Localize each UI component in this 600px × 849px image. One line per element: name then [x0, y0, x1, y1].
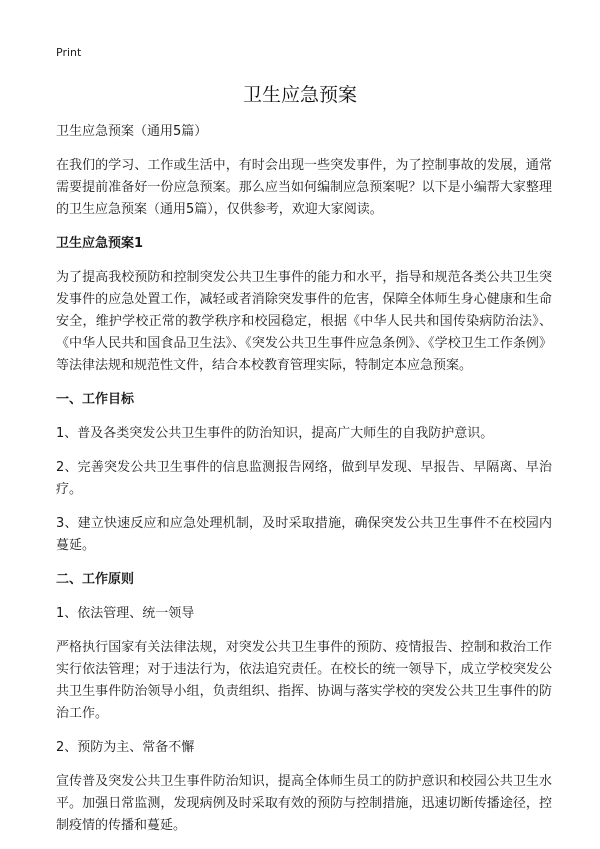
- principle-text: 严格执行国家有关法律法规，对突发公共卫生事件的预防、疫情报告、控制和救治工作实行依法管理；对于违法行为，依法追究责任。在校长的统一领导下，成立学校突发公共卫生事件防治领导小组，负责组织、指挥、协调与落实学校的突发公共卫生事件的防治工作。: [56, 640, 552, 721]
- section-heading: 卫生应急预案1: [56, 236, 144, 251]
- goals-heading: 一、工作目标: [56, 392, 135, 407]
- principle-title: 1、依法管理、统一领导: [56, 606, 195, 621]
- goal-item: 3、建立快速反应和应急处理机制，及时采取措施，确保突发公共卫生事件不在校园内蔓延。: [56, 516, 552, 553]
- intro-paragraph: 在我们的学习、工作或生活中，有时会出现一些突发事件，为了控制事故的发展，通常需要提前准备好一份应急预案。那么应当如何编制应急预案呢？以下是小编帮大家整理的卫生应急预案（通用5篇），仅供参考，欢迎大家阅读。: [56, 158, 552, 217]
- principle-text: 宣传普及突发公共卫生事件防治知识，提高全体师生员工的防护意识和校园公共卫生水平。加强日常监测，发现病例及时采取有效的预防与控制措施，迅速切断传播途径，控制疫情的传播和蔓延。: [56, 774, 552, 833]
- section-paragraph: 为了提高我校预防和控制突发公共卫生事件的能力和水平，指导和规范各类公共卫生突发事件的应急处置工作，减轻或者消除突发事件的危害，保障全体师生身心健康和生命安全，维护学校正常的教学秩序和校园稳定，根据《中华人民共和国传染病防治法》、《中华人民共和国食品卫生法》、《突发公共卫生事件应急条例》、《学校卫生工作条例》等法律法规和规范性文件，结合本校教育管理实际，特制定本应急预案。: [56, 270, 552, 373]
- principles-heading: 二、工作原则: [56, 572, 135, 587]
- goal-item: 1、普及各类突发公共卫生事件的防治知识，提高广大师生的自我防护意识。: [56, 426, 494, 441]
- goal-item: 2、完善突发公共卫生事件的信息监测报告网络，做到早发现、早报告、早隔离、早治疗。: [56, 460, 552, 497]
- document-title: 卫生应急预案: [242, 84, 357, 106]
- principle-title: 2、预防为主、常备不懈: [56, 740, 195, 755]
- print-label: Print: [56, 46, 82, 59]
- document-body: [56, 121, 552, 849]
- document-subtitle: 卫生应急预案（通用5篇）: [56, 124, 208, 139]
